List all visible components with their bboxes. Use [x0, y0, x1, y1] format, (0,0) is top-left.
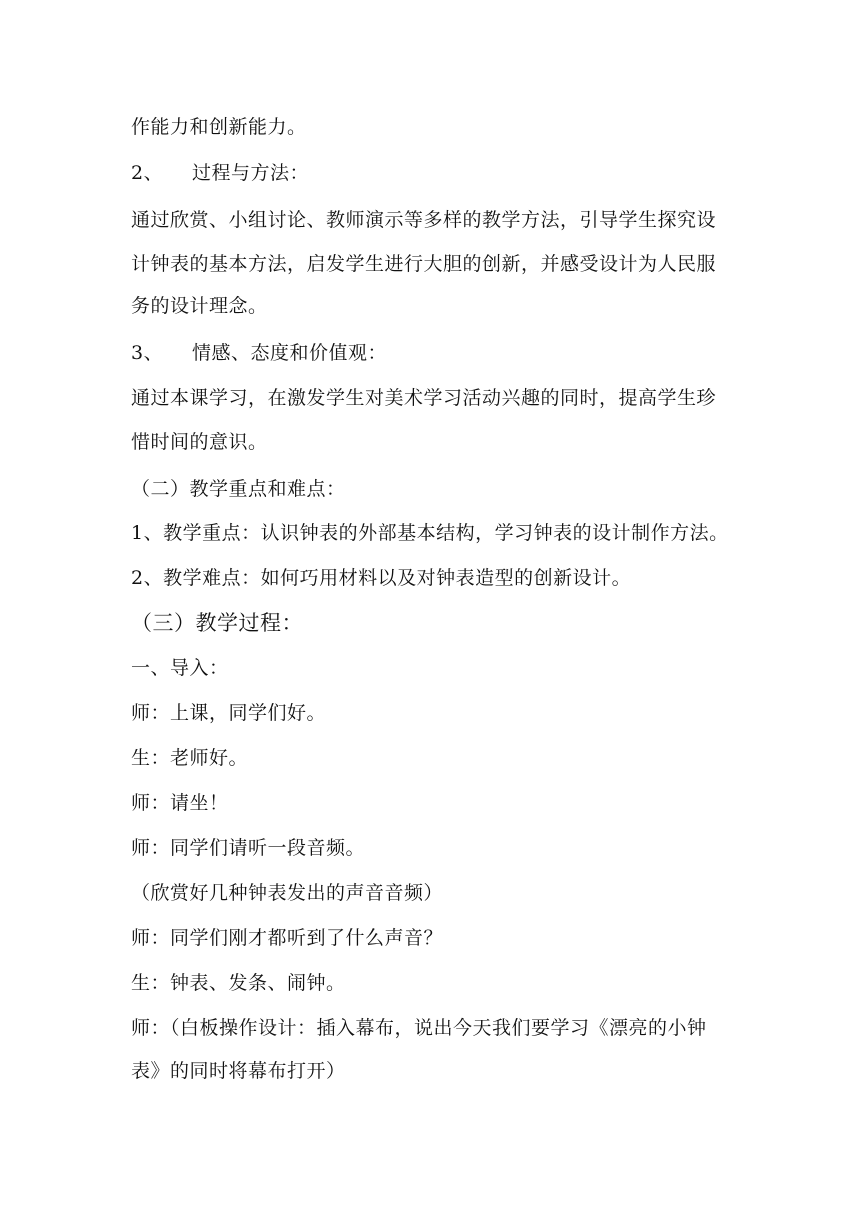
item-number: 2、: [131, 162, 164, 184]
text-line: 作能力和创新能力。: [131, 116, 307, 138]
text-line: 通过本课学习，在激发学生对美术学习活动兴趣的同时，提高学生珍: [131, 387, 717, 409]
dialogue-line: 师：上课，同学们好。: [131, 702, 327, 724]
text-line: 一、导入：: [131, 657, 229, 679]
heading-text: 过程与方法：: [192, 162, 310, 184]
dialogue-line: 师：同学们请听一段音频。: [131, 837, 366, 859]
text-line: 1、教学重点：认识钟表的外部基本结构，学习钟表的设计制作方法。: [131, 522, 729, 544]
section-heading: （二）教学重点和难点：: [131, 478, 346, 500]
text-line: 2、教学难点：如何巧用材料以及对钟表造型的创新设计。: [131, 567, 632, 589]
text-line: 计钟表的基本方法，启发学生进行大胆的创新，并感受设计为人民服: [131, 253, 717, 275]
text-line: 通过欣赏、小组讨论、教师演示等多样的教学方法，引导学生探究设: [131, 209, 717, 231]
text-line: （欣赏好几种钟表发出的声音音频）: [131, 882, 444, 904]
dialogue-line: 师：同学们刚才都听到了什么声音？: [131, 927, 444, 949]
text-line: 惜时间的意识。: [131, 431, 268, 453]
text-line: 务的设计理念。: [131, 295, 268, 317]
dialogue-line: 师：（白板操作设计：插入幕布，说出今天我们要学习《漂亮的小钟: [131, 1017, 707, 1039]
heading-text: 情感、态度和价值观：: [192, 342, 388, 364]
numbered-heading: [131, 339, 387, 367]
text-line: 表》的同时将幕布打开）: [131, 1060, 346, 1082]
dialogue-line: 生：老师好。: [131, 747, 249, 769]
numbered-heading: [131, 159, 309, 187]
item-number: 3、: [131, 342, 164, 364]
dialogue-line: 师：请坐！: [131, 792, 229, 814]
section-heading: （三）教学过程：: [131, 611, 303, 635]
dialogue-line: 生：钟表、发条、闹钟。: [131, 972, 346, 994]
